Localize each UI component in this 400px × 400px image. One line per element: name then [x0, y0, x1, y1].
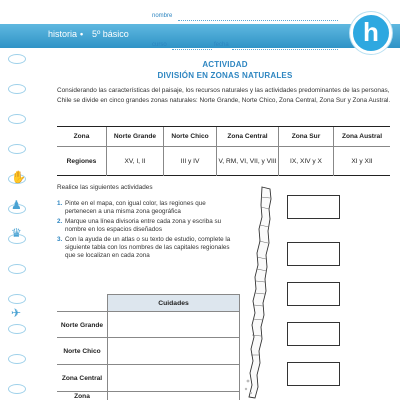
course-field-label: curso — [152, 42, 167, 48]
region-cell: III y IV — [164, 147, 217, 176]
instruction-text: Con la ayuda de un atlas o su texto de estudio, complete la siguiente tabla con los nombres de las capitales regionales que se localizan en cada zona — [65, 235, 231, 260]
ring-decoration — [8, 324, 26, 334]
instruction-item — [57, 218, 237, 235]
chile-map[interactable] — [240, 185, 290, 400]
subject-separator: • — [80, 29, 84, 39]
course-field-line[interactable] — [172, 49, 212, 50]
zone-header-cell: Norte Chico — [164, 127, 217, 146]
date-field-line[interactable] — [232, 49, 338, 50]
capitals-answer-cell[interactable] — [107, 338, 240, 365]
header-band — [0, 0, 400, 60]
ring-decoration — [8, 54, 26, 64]
capitals-row-label: Zona — [74, 393, 90, 400]
ring-decoration — [8, 354, 26, 364]
capitals-answer-cell[interactable] — [107, 312, 240, 339]
activity-subtitle: DIVISIÓN EN ZONAS NATURALES — [157, 71, 293, 80]
region-cell: IX, XIV y X — [279, 147, 334, 176]
zones-regions-row — [57, 147, 390, 176]
zone-name-box[interactable] — [287, 282, 340, 306]
capitals-header-row — [57, 294, 240, 311]
capitals-row-label: Zona Central — [61, 374, 103, 382]
plane-icon: ✈ — [11, 306, 22, 320]
capitals-row — [57, 338, 240, 365]
chile-outline[interactable] — [249, 187, 271, 398]
capitals-row — [57, 311, 240, 338]
zones-header-row — [57, 127, 390, 147]
instruction-item — [57, 236, 237, 261]
capitals-answer-cell[interactable] — [107, 392, 240, 400]
grade-label: 5º básico — [92, 29, 129, 39]
subject-label: historia — [48, 29, 78, 39]
instructions-list — [57, 200, 237, 262]
capitals-row — [57, 392, 240, 400]
ring-decoration — [8, 84, 26, 94]
instruction-number: 3. — [57, 235, 63, 243]
figure-icon: ♟ — [11, 198, 22, 212]
zones-table — [57, 126, 390, 176]
capitals-table — [57, 294, 240, 400]
regions-row-label: Regiones — [57, 147, 107, 176]
region-cell: XV, I, II — [107, 147, 164, 176]
instruction-text: Pinte en el mapa, con igual color, las regiones que pertenecen a una misma zona geográfica — [65, 200, 206, 216]
capitals-row-label: Norte Grande — [60, 321, 104, 329]
zone-header-cell: Zona Central — [217, 127, 279, 146]
zone-header-cell: Zona — [57, 127, 107, 146]
region-cell: XI y XII — [351, 158, 373, 165]
zone-name-box[interactable] — [287, 362, 340, 386]
zone-name-box[interactable] — [287, 242, 340, 266]
header-top — [0, 0, 400, 18]
capitals-answer-cell[interactable] — [107, 365, 240, 392]
ring-decoration — [8, 114, 26, 124]
southern-islands — [245, 380, 252, 394]
instructions-heading: Realice las siguientes actividades — [57, 184, 153, 191]
zone-name-box[interactable] — [287, 322, 340, 346]
zone-name-box[interactable] — [287, 195, 340, 219]
zone-header-cell: Zona Sur — [279, 127, 334, 146]
activity-title: ACTIVIDAD — [202, 60, 248, 69]
capitals-header-cell: Cuidades — [107, 294, 240, 311]
region-cell: V, RM, VI, VII, y VIII — [217, 147, 279, 176]
intro-paragraph: Considerando las características del paisaje, los recursos naturales y las actividades predominantes de las personas, Chile se divide en cinco grandes zonas naturales: Norte Grande, Norte Chico, Zona Central, Zona Sur y Zona Austral. — [57, 87, 391, 104]
spiral-rail — [0, 48, 36, 400]
name-field-line[interactable] — [178, 20, 338, 21]
zone-header-cell: Norte Grande — [107, 127, 164, 146]
instruction-item — [57, 200, 237, 217]
crown-icon: ♛ — [11, 226, 22, 240]
ring-decoration — [8, 384, 26, 394]
capitals-row — [57, 365, 240, 392]
zone-header-cell: Zona Austral — [341, 133, 383, 140]
capitals-header-blank — [57, 294, 107, 311]
ring-decoration — [8, 144, 26, 154]
instruction-number: 1. — [57, 200, 63, 207]
capitals-row-label: Norte Chico — [63, 347, 101, 355]
logo-icon: h — [350, 12, 392, 54]
hand-icon: ✋ — [11, 170, 26, 184]
ring-decoration — [8, 294, 26, 304]
name-field-label: nombre — [152, 13, 173, 19]
date-field-label: fecha — [214, 42, 229, 48]
instruction-number: 2. — [57, 217, 63, 225]
instruction-text: Marque una línea divisoria entre cada zona y escriba su nombre en los espacios diseñados — [65, 217, 222, 234]
ring-decoration — [8, 264, 26, 274]
